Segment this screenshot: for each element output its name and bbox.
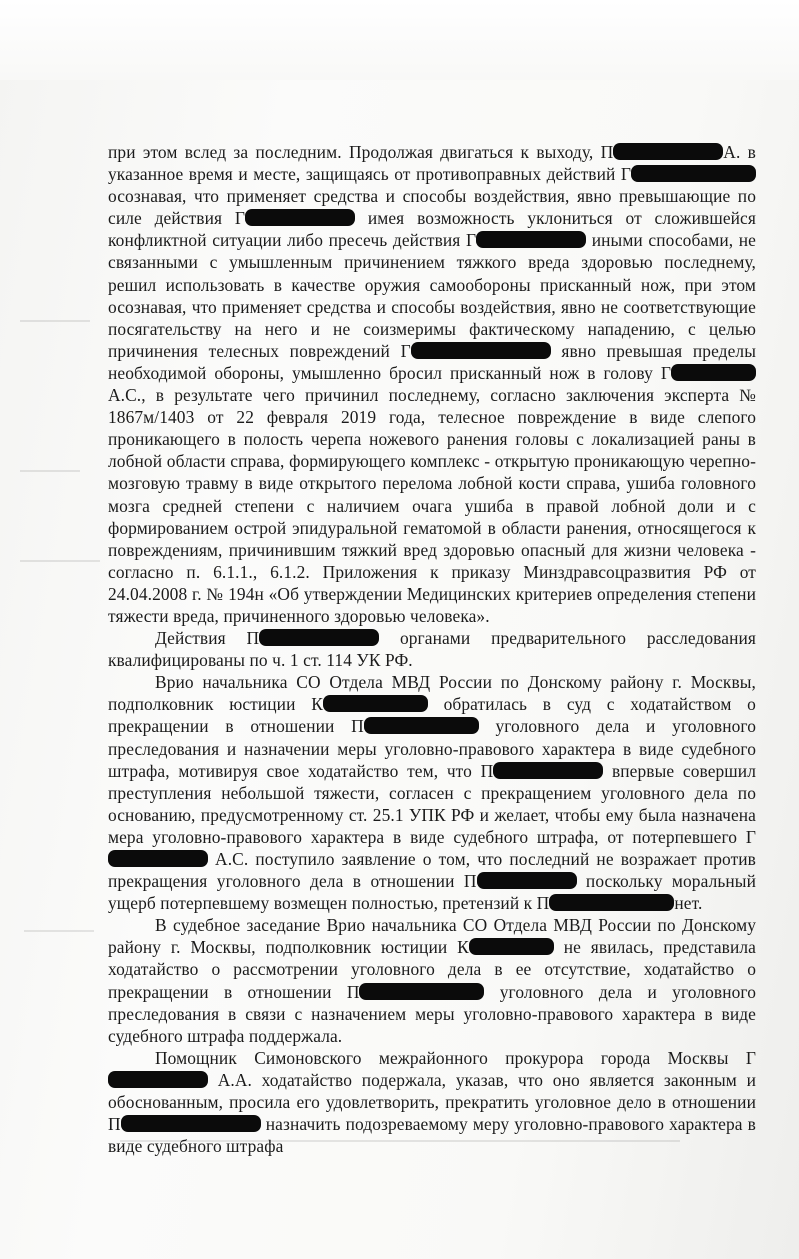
paragraph-text: явно превышая пределы необходимой обороны, умышленно бросил присканный нож в голову Г <box>108 340 756 383</box>
paragraph-text: поскольку моральный ущерб потерпевшему возмещен полностью, претензий к П <box>108 871 756 914</box>
paragraph-text: уголовного дела и уголовного преследования в связи с назначением меры уголовно-правового характера в виде судебного штрафа поддержала. <box>108 981 756 1046</box>
redaction-mark <box>469 938 554 955</box>
paragraph-text: осознавая, что применяет средства и способы воздействия, явно превышающие по силе действия Г <box>108 186 756 229</box>
paragraph <box>108 141 756 627</box>
paragraph-text: нет. <box>674 893 703 914</box>
paragraph <box>108 671 756 914</box>
paragraph-text: А.С. поступило заявление о том, что последний не возражает против прекращения уголовного дела в отношении П <box>108 849 756 892</box>
redaction-mark <box>364 717 479 734</box>
paragraph-text: впервые совершил преступления небольшой тяжести, согласен с прекращением уголовного дела по основанию, предусмотренному ст. 25.1 УПК РФ и желает, чтобы ему была назначена мера уголовно-правового характера в виде судебного штрафа, от потерпевшего Г <box>108 760 756 847</box>
paragraph <box>108 1047 756 1157</box>
bleed-through-line <box>20 320 90 322</box>
paragraph-text: А. в указанное время и месте, защищаясь от противоправных действий Г <box>108 142 756 185</box>
bleed-through-line <box>24 930 94 932</box>
redaction-mark <box>259 629 379 646</box>
redaction-mark <box>108 1071 208 1088</box>
paragraph <box>108 914 756 1047</box>
paragraph-text: иными способами, не связанными с умышленным причинением тяжкого вреда здоровью последнему, решил использовать в качестве оружия самообороны присканный нож, при этом осознавая, что применяет средства и способы воздействия, явно не соответствующие посягательству на него и не соизмеримы фактическому нападению, с целью причинения телесных повреждений Г <box>108 230 756 361</box>
redaction-mark <box>245 209 355 226</box>
redaction-mark <box>549 894 674 911</box>
paragraph <box>108 627 756 671</box>
redaction-mark <box>671 364 756 381</box>
redaction-mark <box>631 165 756 182</box>
paragraph-text: уголовного дела и уголовного преследования и назначении меры уголовно-правового характера в виде судебного штрафа, мотивируя свое ходатайство тем, что П <box>108 716 756 781</box>
paragraph-text: Врио начальника СО Отдела МВД России по Донскому району г. Москвы, подполковник юстиции К <box>108 672 756 715</box>
redaction-mark <box>493 762 603 779</box>
redaction-mark <box>476 231 586 248</box>
paragraph-text: А.А. ходатайство подержала, указав, что оно является законным и обоснованным, просила его удовлетворить, прекратить уголовное дело в отношении П <box>108 1069 756 1135</box>
redaction-mark <box>477 872 577 889</box>
redaction-mark <box>613 143 723 160</box>
redaction-mark <box>108 850 208 867</box>
document-body <box>108 141 756 1157</box>
redaction-mark <box>411 342 551 359</box>
paragraph-text: не явилась, представила ходатайство о рассмотрении уголовного дела в ее отсутствие, ходатайство о прекращении в отношении П <box>108 937 756 1002</box>
redaction-mark <box>359 983 484 1000</box>
paragraph-text: назначить подозреваемому меру уголовно-правового характера в виде судебного штрафа <box>108 1114 756 1157</box>
paragraph-text: В судебное заседание Врио начальника СО Отдела МВД России по Донскому району г. Москвы, подполковник юстиции К <box>108 915 756 958</box>
page-top-margin <box>0 0 799 80</box>
paragraph-text: Действия П <box>155 628 260 649</box>
paragraph-text: органами предварительного расследования квалифицированы по ч. 1 ст. 114 УК РФ. <box>108 628 756 671</box>
paragraph-text: А.С., в результате чего причинил последнему, согласно заключения эксперта № 1867м/1403 от 22 февраля 2019 года, телесное повреждение в виде слепого проникающего в полость черепа ножевого ранения головы с локализацией раны в лобной области справа, формирующего комплекс - открытую проникающую черепно-мозговую травму в виде открытого перелома лобной кости справа, ушиба головного мозга средней степени с наличием очага ушиба в правой лобной доли и с формированием острой эпидуральной гематомой в области ранения, относящегося к повреждениям, причинившим тяжкий вред здоровью опасный для жизни человека - согласно п. 6.1.1., 6.1.2. Приложения к приказу Минздравсоцразвития РФ от 24.04.2008 г. № 194н «Об утверждении Медицинских критериев определения степени тяжести вреда, причиненного здоровью человека». <box>108 385 756 626</box>
bleed-through-line <box>20 560 100 562</box>
paragraph-text: имея возможность уклониться от сложившейся конфликтной ситуации либо пресечь действия Г <box>108 208 756 251</box>
paragraph-text: при этом вслед за последним. Продолжая двигаться к выходу, П <box>108 142 614 162</box>
paragraph-text: Помощник Симоновского межрайонного прокурора города Москвы Г <box>155 1047 756 1068</box>
redaction-mark <box>323 695 428 712</box>
redaction-mark <box>121 1115 261 1132</box>
paragraph-text: обратилась в суд с ходатайством о прекращении в отношении П <box>108 694 756 737</box>
bleed-through-line <box>20 470 80 472</box>
